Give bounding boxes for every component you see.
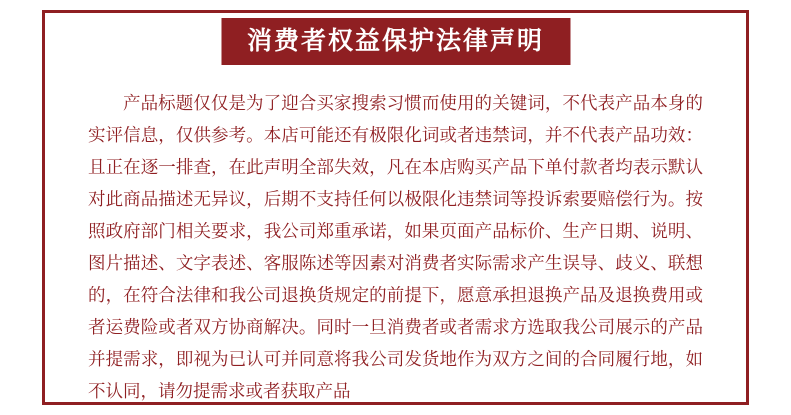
legal-statement-body: 产品标题仅仅是为了迎合买家搜索习惯而使用的关键词，不代表产品本身的实评信息，仅供参考。本店可能还有极限化词或者违禁词，并不代表产品功效：且正在逐一排查，在此声明全部失效，凡在本店购买产品下单付款者均表示默认对此商品描述无异议，后期不支持任何以极限化违禁词等投诉索要赔偿行为。按照政府部门相关要求，我公司郑重承诺，如果页面产品标价、生产日期、说明、图片描述、文字表述、客服陈述等因素对消费者实际需求产生误导、歧义、联想的，在符合法律和我公司退换货规定的前提下，愿意承担退换产品及退换费用或者运费险或者双方协商解决。同时一旦消费者或者需求方选取我公司展示的产品并提需求，即视为已认可并同意将我公司发货地作为双方之间的合同履行地，如不认同，请勿提需求或者获取产品 [88, 94, 703, 402]
document-title-banner: 消费者权益保护法律声明 [221, 18, 570, 65]
